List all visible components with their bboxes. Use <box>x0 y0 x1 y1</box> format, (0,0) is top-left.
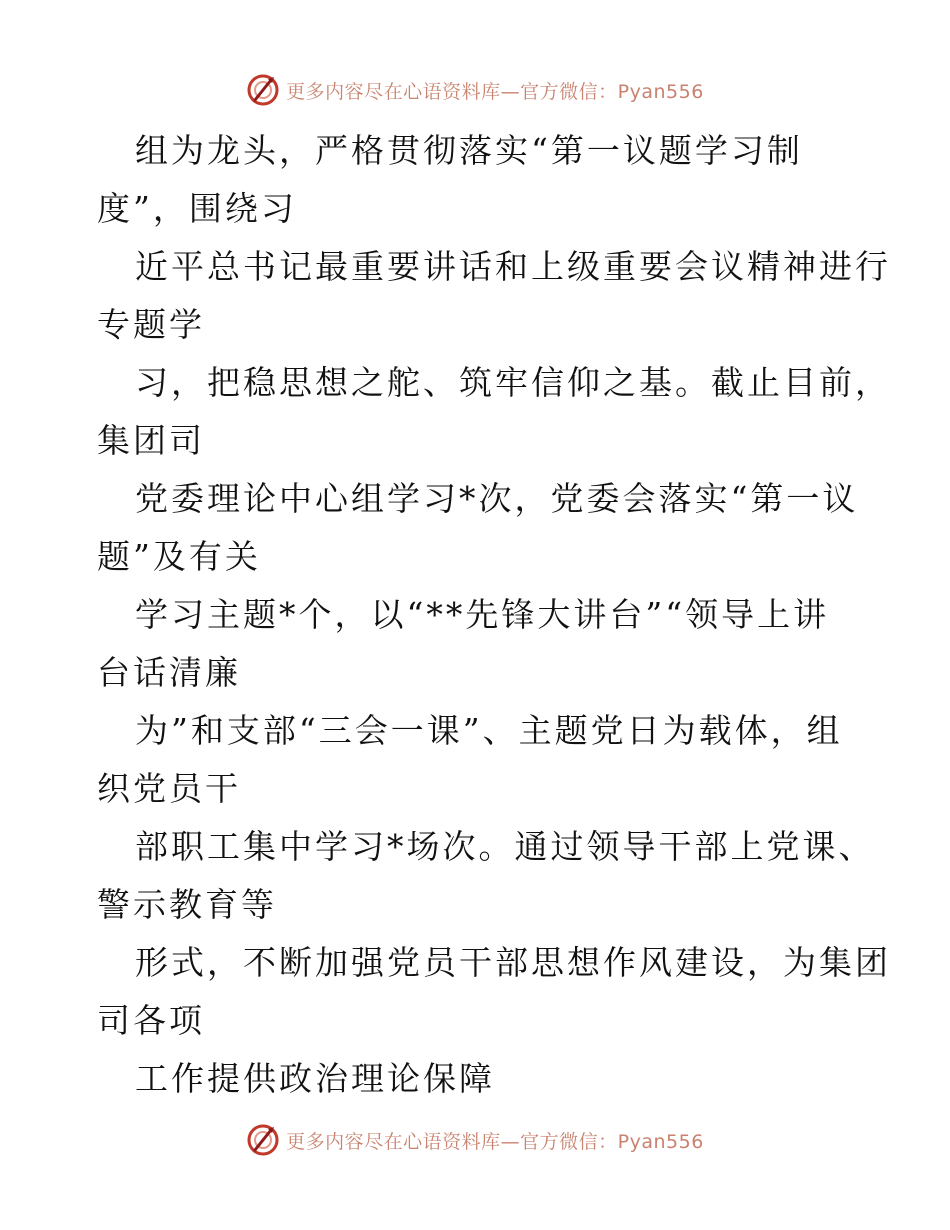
text-line: 度”，围绕习 <box>97 189 297 228</box>
text-line: 学习主题*个，以“**先锋大讲台”“领导上讲 <box>135 595 830 634</box>
text-line: 司各项 <box>97 1001 205 1040</box>
text-line: 近平总书记最重要讲话和上级重要会议精神进行 <box>135 247 891 286</box>
text-line: 为”和支部“三会一课”、主题党日为载体，组 <box>135 711 843 750</box>
logo-icon <box>246 1123 280 1157</box>
text-line: 党委理论中心组学习*次，党委会落实“第一议 <box>135 479 859 518</box>
text-line: 台话清廉 <box>97 653 241 692</box>
text-line: 织党员干 <box>97 769 241 808</box>
text-line: 题”及有关 <box>97 537 261 576</box>
logo-icon <box>246 73 280 107</box>
text-line: 工作提供政治理论保障 <box>135 1059 495 1098</box>
text-line: 部职工集中学习*场次。通过领导干部上党课、 <box>135 827 875 866</box>
watermark-text: 更多内容尽在心语资料库—官方微信：Pyan556 <box>286 1130 704 1153</box>
text-line: 警示教育等 <box>97 885 277 924</box>
document-body <box>97 122 891 1108</box>
text-line: 习，把稳思想之舵、筑牢信仰之基。截止目前， <box>135 363 891 402</box>
text-line: 专题学 <box>97 305 205 344</box>
footer-watermark <box>0 1120 950 1160</box>
watermark-text: 更多内容尽在心语资料库—官方微信：Pyan556 <box>286 80 704 103</box>
text-line: 形式，不断加强党员干部思想作风建设，为集团 <box>135 943 891 982</box>
text-line: 组为龙头，严格贯彻落实“第一议题学习制 <box>135 131 803 170</box>
text-line: 集团司 <box>97 421 205 460</box>
header-watermark <box>0 70 950 110</box>
